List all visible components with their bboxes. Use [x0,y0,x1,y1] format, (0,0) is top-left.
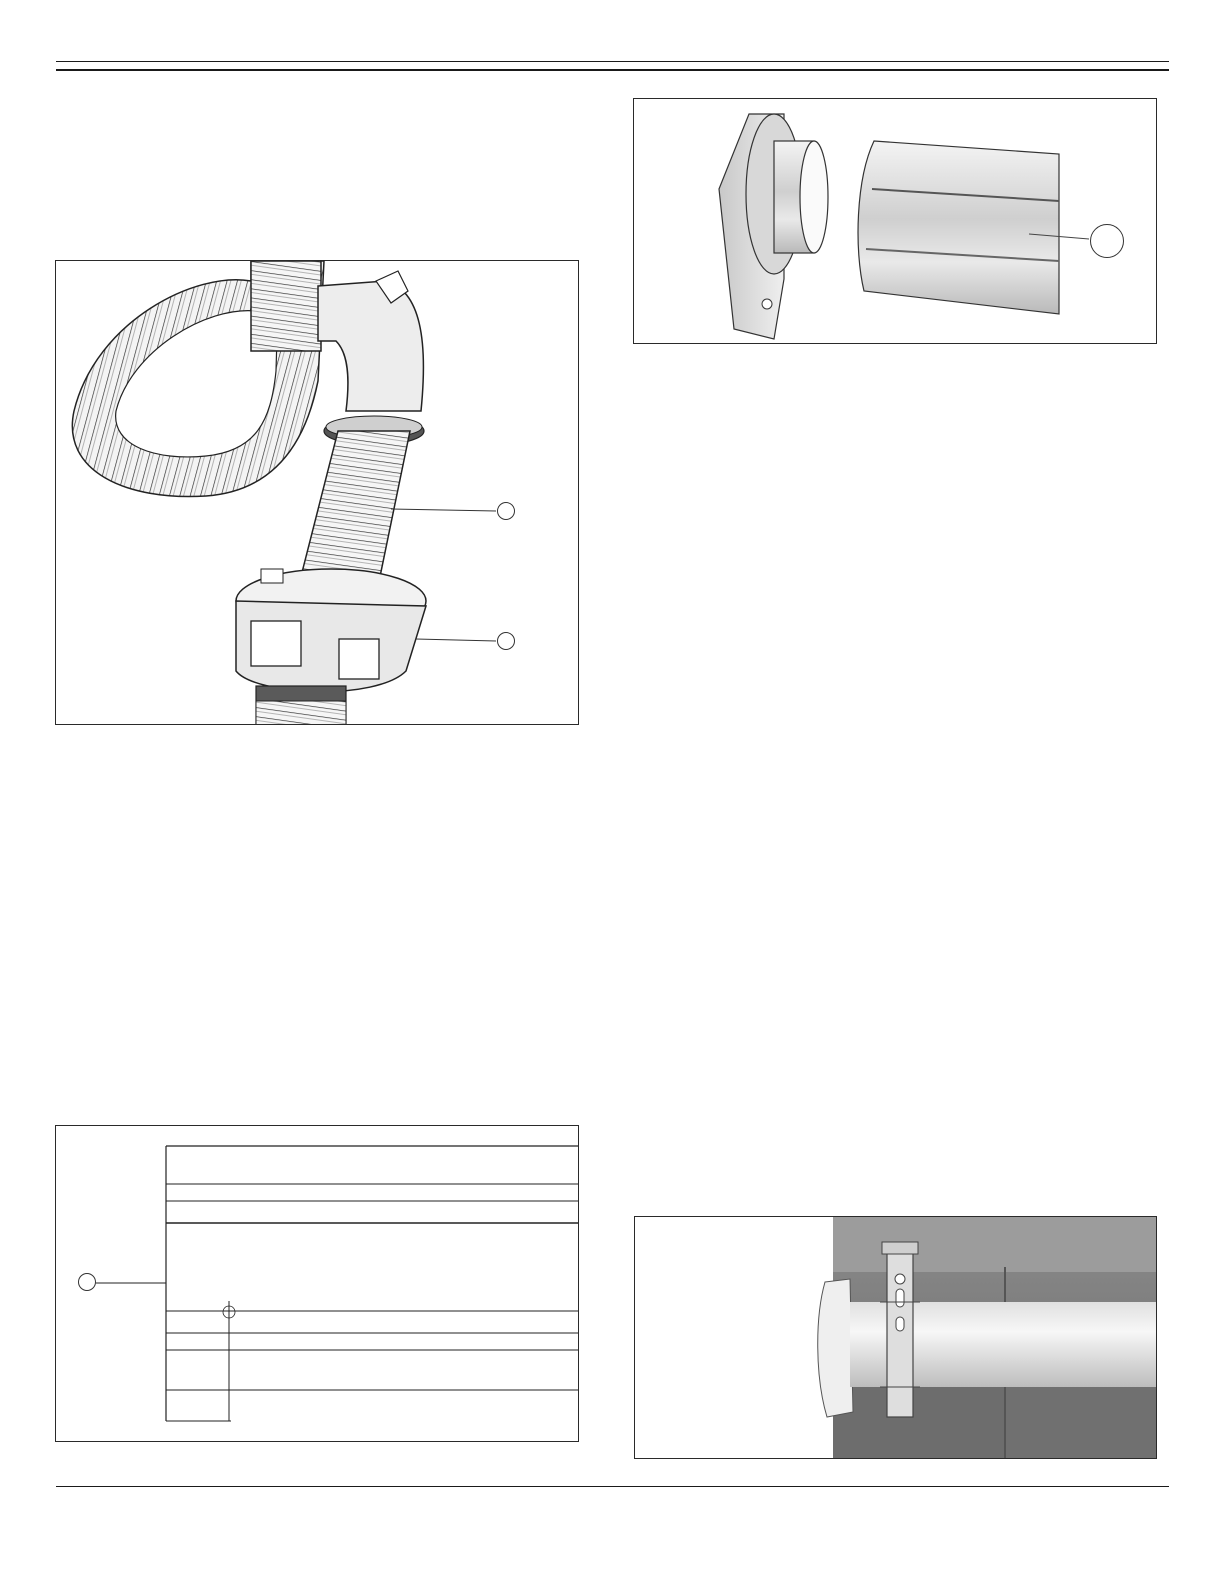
header-rule-top [56,61,1169,62]
figure-pipe-clamp [634,1216,1157,1459]
hose-assembly-illustration [56,261,578,724]
pipe-clamp-illustration [635,1217,1156,1458]
callout-table [78,1273,96,1291]
figure-pipe-flange [633,98,1157,344]
table-frame [56,1126,578,1441]
footer-rule [56,1486,1169,1487]
figure-hose-assembly [55,260,579,725]
pipe-flange-illustration [634,99,1156,343]
callout-hose [497,502,515,520]
header-rule-bottom [56,69,1169,71]
callout-pipe [1090,224,1124,258]
callout-adapter [497,632,515,650]
figure-hose-table [55,1125,579,1442]
